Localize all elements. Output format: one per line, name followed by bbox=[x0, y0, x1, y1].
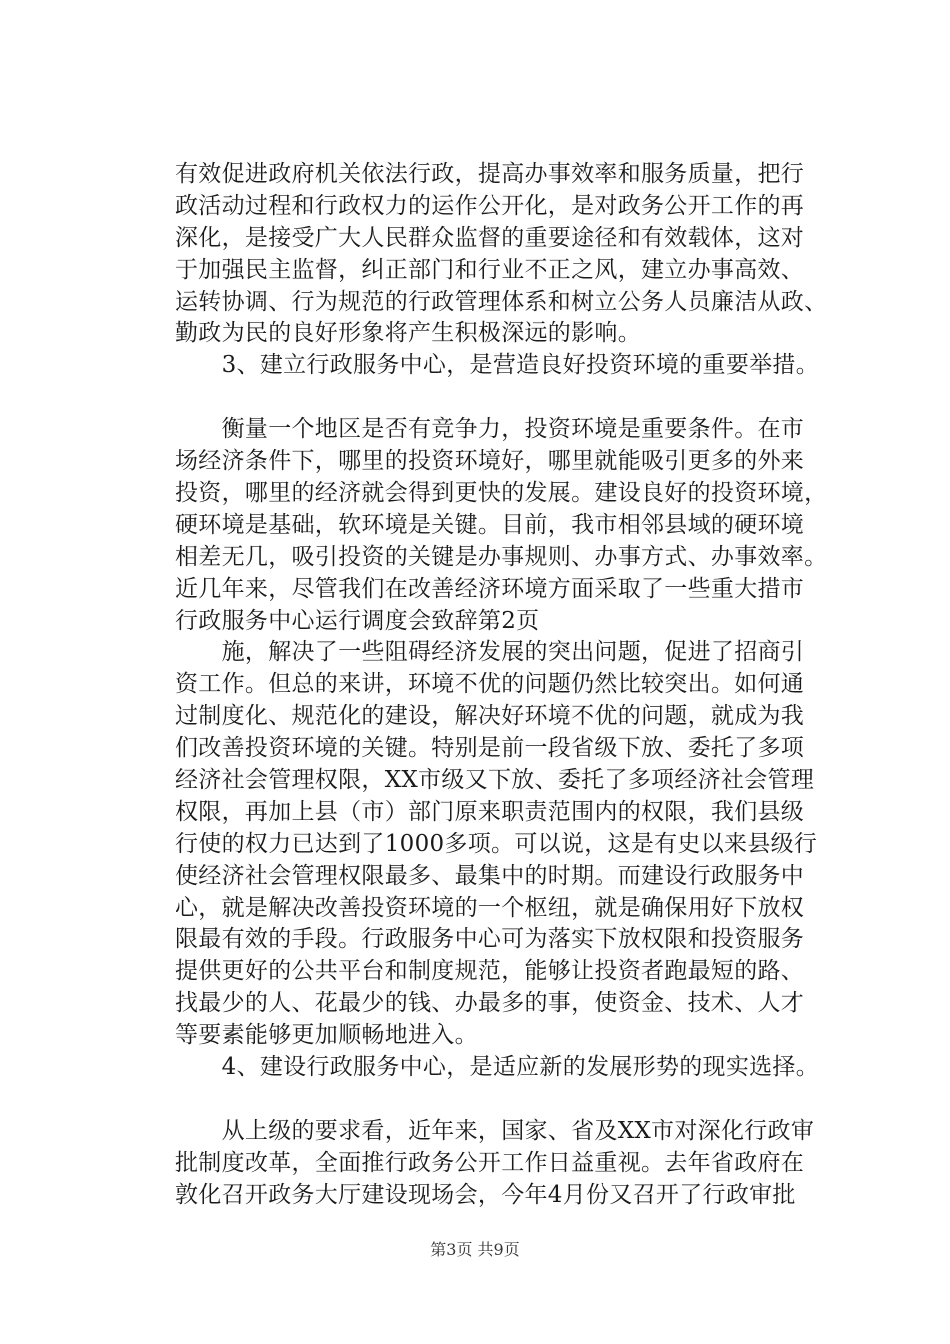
text-line: 施，解决了一些阻碍经济发展的突出问题，促进了招商引 bbox=[175, 639, 805, 666]
text-line: 经济社会管理权限，XX市级又下放、委托了多项经济社会管理 bbox=[175, 767, 815, 794]
text-line: 场经济条件下，哪里的投资环境好，哪里就能吸引更多的外来 bbox=[175, 448, 805, 475]
text-line: 找最少的人、花最少的钱、办最多的事，使资金、技术、人才 bbox=[175, 990, 805, 1017]
page-footer bbox=[0, 1240, 950, 1260]
section-heading: 4、建设行政服务中心，是适应新的发展形势的现实选择。 bbox=[175, 1054, 820, 1081]
text-line: 批制度改革，全面推行政务公开工作日益重视。去年省政府在 bbox=[175, 1149, 805, 1176]
text-line: 等要素能够更加顺畅地进入。 bbox=[175, 1022, 478, 1049]
text-line: 敦化召开政务大厅建设现场会，今年4月份又召开了行政审批 bbox=[175, 1181, 796, 1208]
text-line: 过制度化、规范化的建设，解决好环境不优的问题，就成为我 bbox=[175, 703, 805, 730]
text-line: 相差无几，吸引投资的关键是办事规则、办事方式、办事效率。 bbox=[175, 543, 828, 570]
section-heading-3 bbox=[175, 350, 820, 382]
text-line: 心，就是解决改善投资环境的一个枢纽，就是确保用好下放权 bbox=[175, 894, 805, 921]
text-line: 投资，哪里的经济就会得到更快的发展。建设良好的投资环境， bbox=[175, 480, 828, 507]
text-line: 于加强民主监督，纠正部门和行业不正之风，建立办事高效、 bbox=[175, 256, 805, 283]
text-line: 限最有效的手段。行政服务中心可为落实下放权限和投资服务 bbox=[175, 926, 805, 953]
text-line: 权限，再加上县（市）部门原来职责范围内的权限，我们县级 bbox=[175, 798, 805, 825]
text-line: 们改善投资环境的关键。特别是前一段省级下放、委托了多项 bbox=[175, 735, 805, 762]
text-line: 勤政为民的良好形象将产生积极深远的影响。 bbox=[175, 320, 641, 347]
text-line: 政活动过程和行政权力的运作公开化，是对政务公开工作的再 bbox=[175, 192, 805, 219]
text-line: 行使的权力已达到了1000多项。可以说，这是有史以来县级行 bbox=[175, 830, 818, 857]
text-line: 硬环境是基础，软环境是关键。目前，我市相邻县域的硬环境 bbox=[175, 511, 805, 538]
text-line: 提供更好的公共平台和制度规范，能够让投资者跑最短的路、 bbox=[175, 958, 805, 985]
text-line: 衡量一个地区是否有竞争力，投资环境是重要条件。在市 bbox=[175, 416, 805, 443]
text-line: 资工作。但总的来讲，环境不优的问题仍然比较突出。如何通 bbox=[175, 671, 805, 698]
document-body bbox=[175, 159, 828, 1212]
text-line: 运转协调、行为规范的行政管理体系和树立公务人员廉洁从政、 bbox=[175, 288, 828, 315]
text-line: 近几年来，尽管我们在改善经济环境方面采取了一些重大措市 bbox=[175, 575, 805, 602]
page-number: 第3页 共9页 bbox=[430, 1240, 520, 1259]
text-line: 从上级的要求看，近年来，国家、省及XX市对深化行政审 bbox=[175, 1117, 815, 1144]
text-line: 深化，是接受广大人民群众监督的重要途径和有效载体，这对 bbox=[175, 224, 805, 251]
text-line: 使经济社会管理权限最多、最集中的时期。而建设行政服务中 bbox=[175, 862, 805, 889]
paragraph-1 bbox=[175, 159, 828, 350]
text-line: 行政服务中心运行调度会致辞第2页 bbox=[175, 607, 540, 634]
section-heading: 3、建立行政服务中心，是营造良好投资环境的重要举措。 bbox=[175, 352, 820, 379]
paragraph-3 bbox=[175, 1116, 815, 1212]
section-heading-4 bbox=[175, 1052, 820, 1084]
text-line: 有效促进政府机关依法行政，提高办事效率和服务质量，把行 bbox=[175, 161, 805, 187]
paragraph-2 bbox=[175, 414, 828, 1052]
